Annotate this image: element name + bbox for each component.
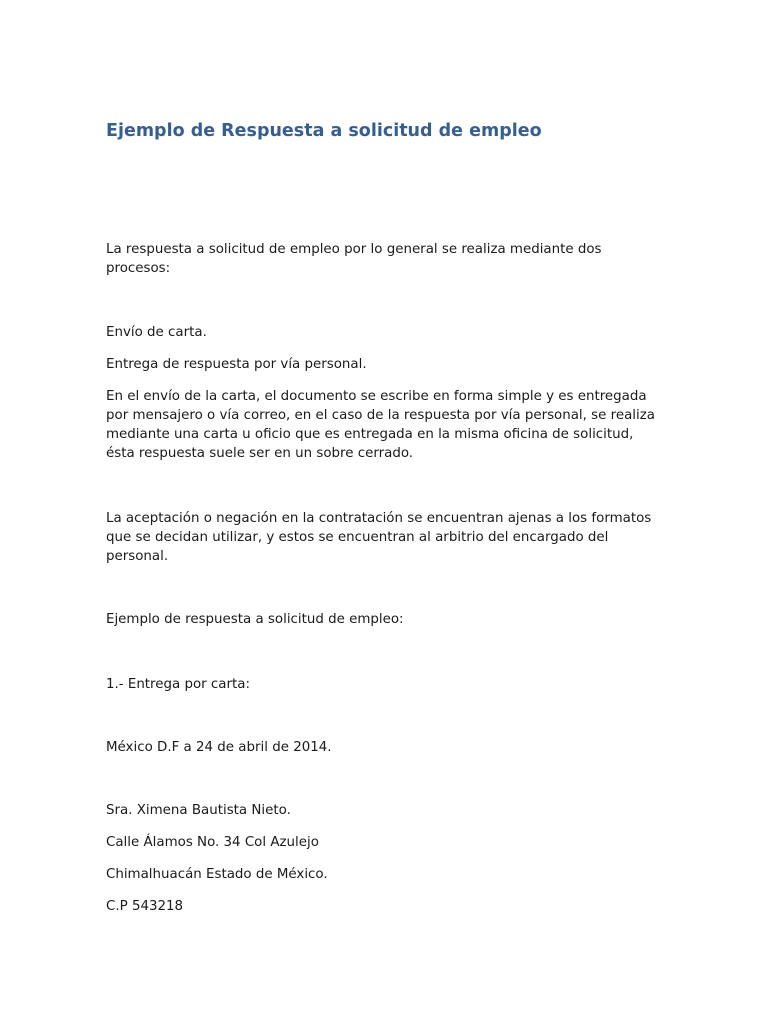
letter-recipient-city: Chimalhuacán Estado de México. (106, 867, 328, 882)
list-item-entrega-personal: Entrega de respuesta por vía personal. (106, 357, 367, 372)
letter-recipient-name: Sra. Ximena Bautista Nieto. (106, 803, 291, 818)
ejemplo-heading: Ejemplo de respuesta a solicitud de empleo: (106, 612, 404, 627)
letter-recipient-postal-code: C.P 543218 (106, 899, 184, 914)
list-item-envio-carta: Envío de carta. (106, 325, 207, 340)
aceptacion-paragraph: La aceptación o negación en la contratación se encuentran ajenas a los formatos que se decidan utilizar, y estos se encuentran al arbitrio del encargado del personal. (106, 511, 652, 564)
intro-paragraph: La respuesta a solicitud de empleo por lo general se realiza mediante dos procesos: (106, 242, 602, 276)
letter-date: México D.F a 24 de abril de 2014. (106, 740, 332, 755)
letter-recipient-street: Calle Álamos No. 34 Col Azulejo (106, 835, 319, 850)
envio-carta-paragraph: En el envío de la carta, el documento se escribe en forma simple y es entregada por mensajero o vía correo, en el caso de la respuesta por vía personal, se realiza mediante una carta u oficio que es entregada en la misma oficina de solicitud, ésta respuesta suele ser en un sobre cerrado. (106, 389, 655, 461)
entrega-carta-heading: 1.- Entrega por carta: (106, 677, 250, 692)
document-title: Ejemplo de Respuesta a solicitud de empleo (106, 121, 542, 141)
